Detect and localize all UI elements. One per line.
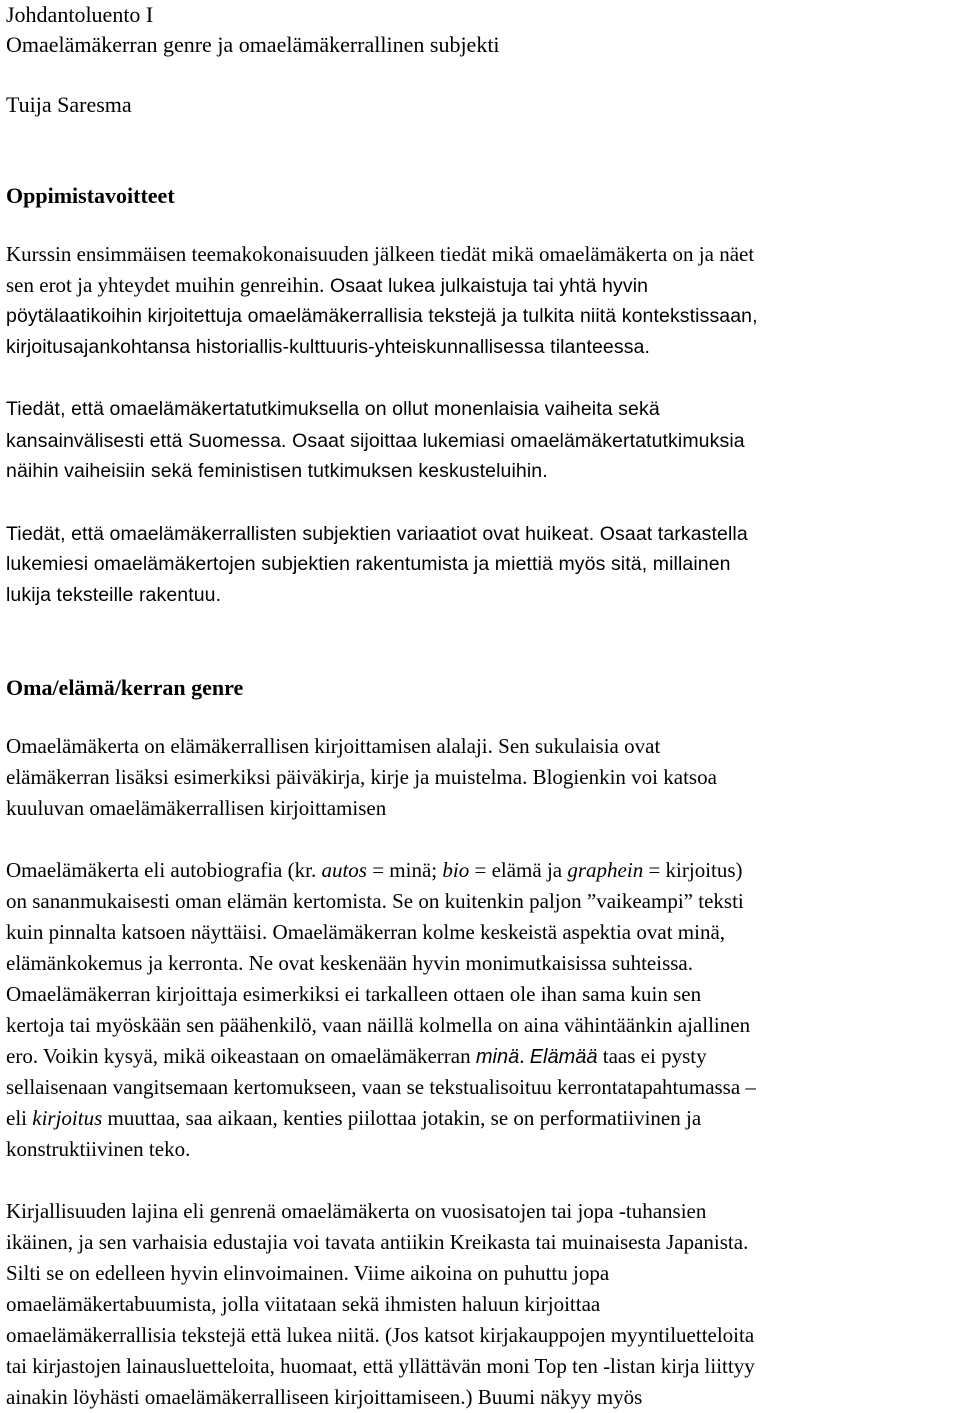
text-line: Omaelämäkerta on elämäkerrallisen kirjoittamisen alalaji. Sen sukulaisia ovat <box>6 734 661 758</box>
text-line: Kirjallisuuden lajina eli genrenä omaelämäkerta on vuosisatojen tai jopa -tuhansien <box>6 1199 707 1223</box>
text-line: lukemiesi omaelämäkertojen subjektien rakentumista ja miettiä myös sitä, millainen <box>6 553 731 575</box>
text-line: pöytälaatikoihin kirjoitettuja omaelämäkerrallisia tekstejä ja tulkita niitä kontekstissaan, <box>6 305 758 327</box>
spacer <box>6 611 954 672</box>
spacer <box>6 60 954 90</box>
objectives-paragraph-1 <box>6 239 954 363</box>
text-line: tai kirjastojen lainausluetteloita, huomaat, että yllättävän moni Top ten -listan kirja liittyy <box>6 1354 755 1378</box>
text-line: näihin vaiheisiin sekä feministisen tutkimuksen keskusteluihin. <box>6 460 548 482</box>
text-line: kansainvälisesti että Suomessa. Osaat sijoittaa lukemiasi omaelämäkertatutkimuksia <box>6 430 745 452</box>
spacer <box>6 703 954 731</box>
text-line: elämäkerran lisäksi esimerkiksi päiväkirja, kirje ja muistelma. Blogienkin voi katsoa <box>6 765 717 789</box>
spacer <box>6 363 954 394</box>
spacer <box>6 824 954 855</box>
text-line: kertoja tai myöskään sen päähenkilö, vaan näillä kolmella on aina vähintäänkin ajallinen <box>6 1013 751 1037</box>
text-line: konstruktiivinen teko. <box>6 1137 191 1161</box>
text-line: Tiedät, että omaelämäkerrallisten subjektien variaatiot ovat huikeat. Osaat tarkastella <box>6 523 748 545</box>
course-label: Johdantoluento I <box>6 2 154 27</box>
text-line: kuin pinnalta katsoen näyttäisi. Omaelämäkerran kolme keskeistä aspektia ovat minä, <box>6 920 726 944</box>
objectives-paragraph-3 <box>6 518 954 611</box>
text-line: sellaisenaan vangitsemaan kertomukseen, vaan se tekstualisoituu kerrontatapahtumassa – <box>6 1075 756 1099</box>
genre-paragraph-2 <box>6 855 954 1165</box>
text-line: kirjoitusajankohtansa historiallis-kulttuuris-yhteiskunnallisessa tilanteessa. <box>6 336 651 358</box>
text-line: kuuluvan omaelämäkerrallisen kirjoittamisen <box>6 796 387 820</box>
genre-paragraph-1 <box>6 731 954 824</box>
genre-heading: Oma/elämä/kerran genre <box>6 675 244 700</box>
text-line: Kurssin ensimmäisen teemakokonaisuuden jälkeen tiedät mikä omaelämäkerta on ja näet <box>6 242 755 266</box>
genre-paragraph-3 <box>6 1196 954 1413</box>
spacer <box>6 1165 954 1196</box>
text-line: ainakin löyhästi omaelämäkerralliseen kirjoittamiseen.) Buumi näkyy myös <box>6 1385 643 1409</box>
text-line: elämänkokemus ja kerronta. Ne ovat keskenään hyvin monimutkaisissa suhteissa. <box>6 951 694 975</box>
document-page <box>6 0 954 1413</box>
text-line: Tiedät, että omaelämäkertatutkimuksella on ollut monenlaisia vaiheita sekä <box>6 398 660 420</box>
text-line: ero. Voikin kysyä, mikä oikeastaan on omaelämäkerran minä. Elämää taas ei pysty <box>6 1044 707 1068</box>
spacer <box>6 120 954 180</box>
text-line: Silti se on edelleen hyvin elinvoimainen. Viime aikoina on puhuttu jopa <box>6 1261 610 1285</box>
text-line: lukija teksteille rakentuu. <box>6 584 222 606</box>
text-line: on sananmukaisesti oman elämän kertomista. Se on kuitenkin paljon ”vaikeampi” teksti <box>6 889 744 913</box>
text-line: Omaelämäkerran kirjoittaja esimerkiksi ei tarkalleen ottaen ole ihan sama kuin sen <box>6 982 702 1006</box>
lecture-title: Omaelämäkerran genre ja omaelämäkerrallinen subjekti <box>6 32 500 57</box>
text-line: Omaelämäkerta eli autobiografia (kr. autos = minä; bio = elämä ja graphein = kirjoitus) <box>6 858 743 882</box>
spacer <box>6 487 954 518</box>
text-line: omaelämäkerrallisia tekstejä että lukea niitä. (Jos katsot kirjakauppojen myyntiluetteloita <box>6 1323 755 1347</box>
text-line: omaelämäkertabuumista, jolla viitataan sekä ihmisten haluun kirjoittaa <box>6 1292 601 1316</box>
text-line: sen erot ja yhteydet muihin genreihin. Osaat lukea julkaistuja tai yhtä hyvin <box>6 273 649 297</box>
objectives-heading: Oppimistavoitteet <box>6 183 175 208</box>
text-line: ikäinen, ja sen varhaisia edustajia voi tavata antiikin Kreikasta tai muinaisesta Japanista. <box>6 1230 749 1254</box>
objectives-paragraph-2 <box>6 394 954 487</box>
spacer <box>6 211 954 239</box>
text-line: eli kirjoitus muuttaa, saa aikaan, kenties piilottaa jotakin, se on performatiivinen ja <box>6 1106 702 1130</box>
author-name: Tuija Saresma <box>6 92 132 117</box>
